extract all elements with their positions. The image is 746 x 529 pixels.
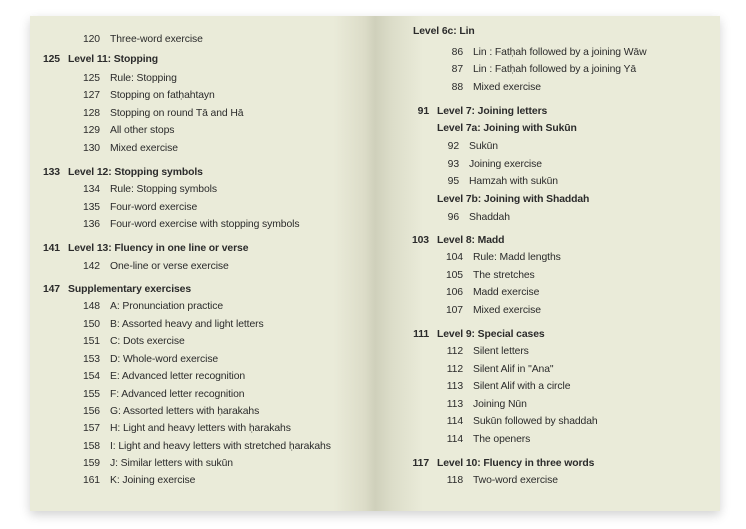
entry-title: E: Advanced letter recognition: [110, 371, 246, 382]
page-number: 128: [82, 108, 100, 119]
toc-entry: [78, 108, 243, 120]
toc-entry: [38, 54, 158, 66]
page-number: 142: [82, 261, 100, 272]
toc-entry: [437, 159, 542, 171]
entry-title: Three-word exercise: [110, 34, 203, 45]
entry-title: J: Similar letters with sukūn: [110, 458, 233, 469]
page-number: 112: [446, 346, 463, 357]
entry-title: Mixed exercise: [473, 82, 541, 93]
open-book: [30, 16, 720, 511]
page-number: 91: [417, 106, 429, 117]
entry-title: Two-word exercise: [473, 475, 558, 486]
page-number: 113: [446, 381, 463, 392]
toc-entry: [441, 475, 558, 487]
entry-title: Lin : Fatḥah followed by a joining Wāw: [473, 47, 647, 58]
toc-entry: [38, 243, 248, 255]
page-number: 157: [82, 423, 100, 434]
page-number: 159: [82, 458, 100, 469]
page-number: 141: [42, 243, 60, 254]
page-number: 95: [447, 176, 459, 187]
entry-title: All other stops: [110, 125, 175, 136]
entry-title: Joining exercise: [469, 159, 542, 170]
toc-entry: [78, 336, 185, 348]
toc-entry: [78, 389, 244, 401]
toc-entry: [441, 381, 570, 393]
page-number: 150: [82, 319, 100, 330]
toc-entry: [78, 319, 264, 331]
entry-title: I: Light and heavy letters with stretched ḥarakahs: [110, 441, 331, 452]
page-number: 87: [451, 64, 463, 75]
toc-entry: [437, 212, 510, 224]
page-number: 134: [82, 184, 100, 195]
page-number: 114: [446, 434, 463, 445]
entry-title: Four-word exercise with stopping symbols: [110, 219, 300, 230]
toc-entry: [78, 475, 195, 487]
toc-entry: [78, 301, 223, 313]
toc-entry: [78, 219, 299, 231]
page-number: 117: [412, 458, 429, 469]
toc-entry: [78, 202, 197, 214]
toc-entry: [78, 184, 217, 196]
page-number: 147: [42, 284, 60, 295]
right-page: [375, 16, 720, 511]
entry-title: Silent letters: [473, 346, 529, 357]
toc-entry: [441, 364, 553, 376]
toc-entry: [437, 141, 498, 153]
entry-title: Rule: Madd lengths: [473, 252, 561, 263]
toc-entry: [78, 406, 259, 418]
entry-title: One-line or verse exercise: [110, 261, 229, 272]
toc-entry: [38, 284, 191, 296]
left-page: [30, 16, 375, 511]
toc-entry: [441, 287, 539, 299]
entry-title: Rule: Stopping: [110, 73, 177, 84]
toc-entry: [78, 90, 215, 102]
entry-title: Silent Alif in "Ana": [473, 364, 554, 375]
entry-title: D: Whole-word exercise: [110, 354, 219, 365]
entry-title: A: Pronunciation practice: [110, 301, 224, 312]
page-number: 105: [445, 270, 463, 281]
page-number: 125: [42, 54, 60, 65]
toc-entry: [78, 354, 218, 366]
entry-title: H: Light and heavy letters with ḥarakahs: [110, 423, 291, 434]
page-number: 112: [446, 364, 463, 375]
toc-entry: [437, 176, 558, 188]
toc-entry: [411, 106, 547, 118]
page-number: 114: [446, 416, 463, 427]
page-number: 104: [445, 252, 463, 263]
toc-entry: [441, 82, 541, 94]
page-number: 148: [82, 301, 100, 312]
page-number: 88: [451, 82, 463, 93]
page-number: 120: [82, 34, 100, 45]
toc-entry: [441, 64, 636, 76]
toc-entry: [413, 26, 475, 38]
toc-entry: [441, 252, 561, 264]
section-title: Level 8: Madd: [437, 235, 505, 246]
toc-entry: [78, 441, 331, 453]
page-number: 103: [411, 235, 429, 246]
entry-title: Joining Nūn: [473, 399, 527, 410]
toc-entry: [78, 261, 229, 273]
page-number: 133: [42, 167, 60, 178]
entry-title: C: Dots exercise: [110, 336, 185, 347]
toc-entry: [78, 125, 174, 137]
entry-title: Madd exercise: [473, 287, 540, 298]
page-number: 118: [446, 475, 463, 486]
entry-title: F: Advanced letter recognition: [110, 389, 245, 400]
toc-entry: [78, 73, 177, 85]
toc-entry: [441, 270, 535, 282]
entry-title: Sukūn: [469, 141, 498, 152]
page-number: 113: [446, 399, 463, 410]
page-number: 127: [82, 90, 100, 101]
entry-title: Stopping on fatḥahtayn: [110, 90, 215, 101]
page-number: 135: [82, 202, 100, 213]
entry-title: Four-word exercise: [110, 202, 198, 213]
entry-title: Mixed exercise: [110, 143, 178, 154]
section-title: Level 13: Fluency in one line or verse: [68, 243, 249, 254]
page-number: 136: [82, 219, 100, 230]
section-title: Level 7: Joining letters: [437, 106, 548, 117]
toc-entry: [441, 346, 529, 358]
entry-title: Sukūn followed by shaddah: [473, 416, 598, 427]
page-number: 154: [82, 371, 100, 382]
entry-title: Hamzah with sukūn: [469, 176, 558, 187]
entry-title: Stopping on round Tā and Hā: [110, 108, 244, 119]
section-title: Level 7a: Joining with Sukūn: [437, 123, 577, 134]
toc-entry: [441, 305, 541, 317]
section-title: Supplementary exercises: [68, 284, 192, 295]
section-title: Level 11: Stopping: [68, 54, 159, 65]
section-title: Level 10: Fluency in three words: [437, 458, 595, 469]
toc-entry: [78, 458, 233, 470]
entry-title: G: Assorted letters with ḥarakahs: [110, 406, 260, 417]
page-number: 161: [82, 475, 100, 486]
toc-entry: [441, 47, 647, 59]
section-title: Level 9: Special cases: [437, 329, 545, 340]
toc-entry: [78, 371, 245, 383]
entry-title: Silent Alif with a circle: [473, 381, 571, 392]
toc-entry: [411, 329, 545, 341]
entry-title: Mixed exercise: [473, 305, 541, 316]
page-number: 151: [82, 336, 100, 347]
toc-entry: [437, 194, 589, 206]
entry-title: B: Assorted heavy and light letters: [110, 319, 264, 330]
page-number: 129: [82, 125, 100, 136]
page-number: 86: [451, 47, 463, 58]
section-title: Level 12: Stopping symbols: [68, 167, 203, 178]
page-number: 153: [82, 354, 100, 365]
toc-entry: [441, 434, 530, 446]
entry-title: Lin : Fatḥah followed by a joining Yā: [473, 64, 637, 75]
page-number: 107: [445, 305, 463, 316]
page-number: 158: [82, 441, 100, 452]
toc-entry: [437, 123, 577, 135]
toc-entry: [411, 235, 504, 247]
page-number: 93: [447, 159, 459, 170]
toc-entry: [411, 458, 594, 470]
toc-entry: [38, 167, 203, 179]
page-number: 106: [445, 287, 463, 298]
section-title: Level 6c: Lin: [413, 26, 475, 37]
page-number: 156: [82, 406, 100, 417]
page-number: 130: [82, 143, 100, 154]
toc-entry: [441, 416, 598, 428]
page-number: 155: [82, 389, 100, 400]
entry-title: The stretches: [473, 270, 535, 281]
entry-title: K: Joining exercise: [110, 475, 196, 486]
toc-entry: [78, 34, 203, 46]
page-number: 125: [82, 73, 100, 84]
page-number: 111: [413, 329, 429, 340]
entry-title: The openers: [473, 434, 531, 445]
toc-entry: [78, 143, 178, 155]
toc-entry: [78, 423, 291, 435]
entry-title: Rule: Stopping symbols: [110, 184, 217, 195]
page-number: 92: [447, 141, 459, 152]
page-number: 96: [447, 212, 459, 223]
section-title: Level 7b: Joining with Shaddah: [437, 194, 590, 205]
toc-entry: [441, 399, 527, 411]
entry-title: Shaddah: [469, 212, 510, 223]
